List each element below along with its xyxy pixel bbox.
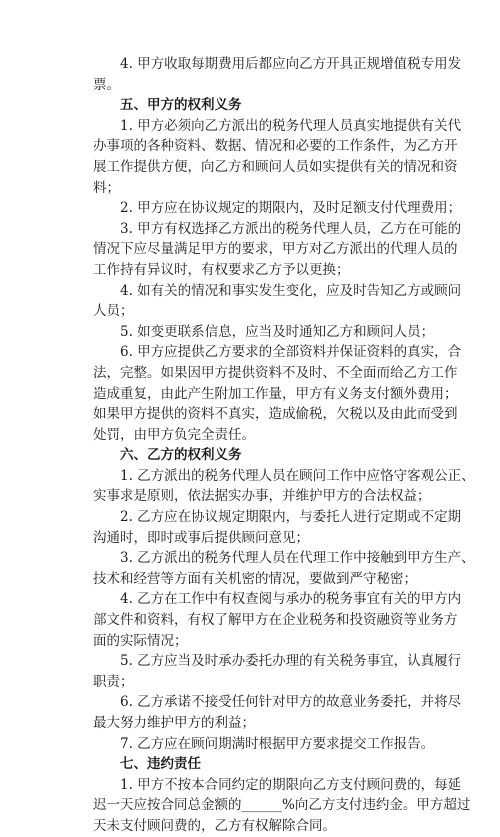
clause-paragraph [93, 116, 462, 198]
clause-line: 处罚，由甲方负完全责任。 [93, 426, 255, 443]
section-heading: 五、甲方的权利义务 [120, 97, 242, 114]
clause-first-line: 3. 甲方有权选择乙方派出的税务代理人员，乙方在可能的 [120, 220, 462, 237]
clause-first-line: 2. 甲方应在协议规定的期限内，及时足额支付代理费用； [120, 200, 462, 217]
section-heading: 七、违约责任 [120, 756, 201, 773]
clause-line: 如果甲方提供的资料不真实，造成偷税，欠税以及由此而受到 [93, 406, 458, 423]
clause-paragraph [93, 589, 462, 651]
clause-line: 人员； [93, 303, 134, 320]
clause-paragraph [93, 322, 438, 343]
clause-line: 料； [93, 179, 120, 196]
clause-line: 情况下应尽量满足甲方的要求，甲方对乙方派出的代理人员的 [93, 241, 458, 258]
clause-line: 最大努力维护甲方的利益； [93, 715, 255, 731]
clause-line: 办事项的各种资料、数据、情况和必要的工作条件，为乙方开 [93, 138, 458, 155]
clause-paragraph [93, 734, 438, 755]
clause-paragraph [93, 692, 462, 733]
clause-paragraph [93, 507, 462, 548]
clause-line: 部文件和资料，有权了解甲方在企业税务和投资融资等业务方 [93, 612, 458, 629]
clause-line: 职责； [93, 673, 134, 690]
clause-first-line: 2. 乙方应在协议规定期限内，与委托人进行定期或不定期 [120, 509, 462, 526]
clause-line: 展工作提供方便，向乙方和顾问人员如实提供有关的情况和资 [93, 158, 458, 175]
clause-first-line: 6. 甲方应提供乙方要求的全部资料并保证资料的真实，合 [120, 344, 462, 361]
clause-paragraph [93, 54, 462, 95]
clause-line: 票。 [93, 76, 120, 93]
clause-paragraph [93, 775, 471, 837]
clause-paragraph [93, 548, 475, 589]
clause-first-line: 6. 乙方承诺不接受任何针对甲方的故意业务委托，并将尽 [120, 694, 462, 711]
clause-line: 技术和经营等方面有关机密的情况，要做到严守秘密； [93, 570, 417, 587]
clause-paragraph [93, 466, 475, 507]
clause-line: 法，完整。如果因甲方提供资料不及时、不全面而给乙方工作 [93, 364, 458, 381]
clause-first-line: 5. 乙方应当及时承办委托办理的有关税务事宜，认真履行 [120, 653, 462, 670]
clause-paragraph [93, 651, 462, 692]
clause-first-line: 7. 乙方应在顾问期满时根据甲方要求提交工作报告。 [120, 735, 435, 752]
clause-paragraph [93, 281, 462, 322]
clause-first-line: 4. 如有关的情况和事实发生变化，应及时告知乙方或顾问 [120, 282, 462, 299]
clause-line: 沟通时，即时或事后提供顾问意见； [93, 529, 309, 546]
clause-first-line: 1. 甲方必须向乙方派出的税务代理人员真实地提供有关代 [120, 117, 462, 134]
clause-first-line: 4. 乙方在工作中有权查阅与承办的税务事宜有关的甲方内 [120, 591, 462, 608]
clause-line: 工作持有异议时，有权要求乙方予以更换； [93, 261, 350, 278]
clause-paragraph [93, 342, 462, 445]
clause-line: 造成重复，由此产生附加工作量，甲方有义务支付额外费用； [93, 385, 458, 402]
clause-paragraph [93, 198, 462, 219]
clause-line: 天未支付顾问费的，乙方有权解除合同。 [93, 817, 336, 834]
clause-first-line: 5. 如变更联系信息，应当及时通知乙方和顾问人员； [120, 323, 435, 340]
section-heading: 六、乙方的权利义务 [120, 447, 242, 464]
clause-first-line: 1. 乙方派出的税务代理人员在顾问工作中应恪守客观公正、 [120, 467, 475, 484]
clause-first-line: 3. 乙方派出的税务代理人员在代理工作中接触到甲方生产、 [120, 550, 475, 567]
clause-first-line: 4. 甲方收取每期费用后都应向乙方开具正规增值税专用发 [120, 56, 462, 72]
clause-line: 迟一天应按合同总金额的______%向乙方支付违约金。甲方超过 [93, 797, 471, 814]
clause-paragraph [93, 219, 462, 281]
clause-line: 面的实际情况； [93, 632, 188, 649]
clause-line: 实事求是原则，依法据实办事，并维护甲方的合法权益； [93, 488, 431, 505]
clause-first-line: 1. 甲方不按本合同约定的期限向乙方支付顾问费的，每延 [120, 776, 462, 793]
